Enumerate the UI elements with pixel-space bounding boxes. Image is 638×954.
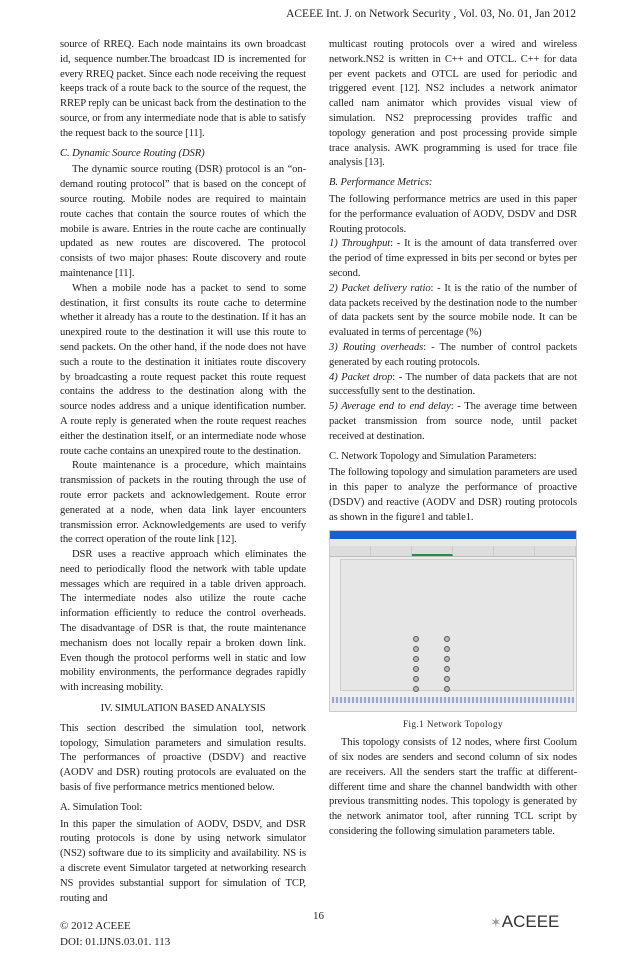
network-node bbox=[444, 666, 450, 672]
network-node bbox=[413, 666, 419, 672]
metric-label: 4) Packet drop bbox=[329, 371, 393, 383]
network-node bbox=[413, 686, 419, 692]
metric-text: : - The average time between packet transmission from source node, until packet received at destination. bbox=[329, 401, 577, 442]
paragraph: multicast routing protocols over a wired and wireless network.NS2 is written in C++ and OTCL. C++ for data per event packets and OTCL are used for periodic and triggered event [12]. NS2 includes a network animator called nam animator which provides visual view of simulation. NS2 preprocessing provides traffic and topology generation and post processing provide simple trace analysis. AWK programming is used for trace file analysis [13]. bbox=[329, 39, 577, 169]
paragraph: DSR uses a reactive approach which eliminates the need to periodically flood the network with table update messages which are required in a table driven approach. The intermediate nodes also utilize the route cache information efficiently to reduce the control overheads. The disadvantage of DSR is that, the route maintenance mechanism does not locally repair a broken down link. Even though the protocol performs well in static and low mobility environments, the performance degrades rapidly with increasing mobility. bbox=[60, 549, 306, 694]
network-node bbox=[444, 636, 450, 642]
paragraph: The following performance metrics are used in this paper for the performance evaluation of AODV, DSDV and DSR Routing protocols. bbox=[329, 193, 577, 235]
nam-controls bbox=[330, 546, 576, 557]
metric-text: : - The number of data packets that are not successfully sent to the destination. bbox=[329, 371, 577, 398]
nam-timeline bbox=[332, 697, 574, 703]
page-number: 16 bbox=[313, 910, 324, 922]
section-heading-topology: C. Network Topology and Simulation Parameters: bbox=[329, 450, 537, 462]
paragraph: The dynamic source routing (DSR) protocol is an “on-demand routing protocol” that is based on the concept of source routing. Mobile nodes are required to maintain route caches that contain the source routes of which the mobile is aware. Entries in the route cache are continually updated as new routes are discovered. The protocol consists of two major phases: Route discovery and route maintenance [11]. bbox=[60, 164, 306, 279]
nam-canvas bbox=[340, 559, 574, 691]
figure-caption: Fig.1 Network Topology bbox=[403, 718, 503, 729]
footer-left bbox=[60, 918, 170, 950]
network-topology-figure bbox=[329, 530, 577, 712]
paragraph: In this paper the simulation of AODV, DSDV, and DSR routing protocols is done by using network simulator (NS2) software due to its simplicity and availability. NS is a discrete event Simulator targeted at networking research NS provides substantial support for simulation of TCP, routing and bbox=[60, 818, 306, 904]
network-node bbox=[444, 646, 450, 652]
network-node bbox=[413, 636, 419, 642]
metric-item bbox=[329, 282, 577, 341]
metric-item bbox=[329, 237, 577, 281]
paragraph: Route maintenance is a procedure, which maintains transmission of packets in the routing through the use of route error packets and acknowledgement. Route error generated at a node, when data link layer encounters transmission error. Acknowledgements are used to verify the correct operation of the route link [12]. bbox=[60, 460, 306, 546]
network-node bbox=[413, 646, 419, 652]
nam-menubar bbox=[330, 539, 576, 546]
paragraph: This topology consists of 12 nodes, where first Coolum of six nodes are senders and second column of six nodes are receivers. All the senders start the traffic at different-different time and share the channel bandwidth with other previous transmitting nodes. This topology is generated by the network animator tool, after running TCL script by considering the following simulation parameters table. bbox=[329, 737, 577, 838]
metric-text: : - It is the ratio of the number of data packets received by the destination node to the number of data packets sent by the source mobile node. It can be evaluated in terms of percentage (%) bbox=[329, 282, 577, 339]
metric-label: 2) Packet delivery ratio bbox=[329, 282, 431, 294]
paragraph: The following topology and simulation parameters are used in this paper to analyze the performance of proactive (DSDV) and reactive (AODV and DSR) routing protocols as shown in the figure1 and table1. bbox=[329, 467, 577, 523]
nam-window-titlebar bbox=[330, 531, 576, 539]
right-column bbox=[329, 38, 577, 840]
star-icon: ✶ bbox=[490, 914, 502, 930]
section-heading-simulation: IV. SIMULATION BASED ANALYSIS bbox=[100, 703, 266, 715]
aceee-logo: ✶ACEEE bbox=[490, 912, 560, 931]
metric-item bbox=[329, 341, 577, 371]
network-node bbox=[413, 676, 419, 682]
network-node bbox=[444, 686, 450, 692]
left-column bbox=[60, 38, 306, 906]
network-node bbox=[413, 656, 419, 662]
section-heading-simulation-tool: A. Simulation Tool: bbox=[60, 801, 143, 813]
metric-item bbox=[329, 400, 577, 444]
metric-label: 1) Throughput bbox=[329, 238, 391, 250]
running-header: ACEEE Int. J. on Network Security , Vol. 03, No. 01, Jan 2012 bbox=[286, 8, 576, 20]
metric-label: 3) Routing overheads bbox=[329, 341, 424, 353]
paragraph: This section described the simulation tool, network topology, Simulation parameters and simulation results. The performances of proactive (DSDV) and reactive (AODV and DSR) routing protocols are evaluated on the basis of five performance metrics mentioned below. bbox=[60, 722, 306, 794]
doi: DOI: 01.IJNS.03.01. 113 bbox=[60, 936, 171, 948]
paragraph: When a mobile node has a packet to send to some destination, it first consults its route cache to determine whether it already has a route to the destination. If it has an unexpired route to the destination it will use this route to send packets. On the other hand, if the node does not have such a route to the destination it initiates route discovery by broadcasting a route request packet this route request contains the address to the destination along with the source nodes address and a unique identification number. A route reply is generated when the route request reaches either the destination itself, or an intermediate node whose route cache contains an unexpired route to the destination. bbox=[60, 282, 306, 457]
metric-text: : - It is the amount of data transferred over the period of time expressed in bits per second or bytes per second. bbox=[329, 238, 578, 279]
metric-text: : - The number of control packets generated by each routing protocols. bbox=[329, 341, 577, 368]
section-heading-dsr: C. Dynamic Source Routing (DSR) bbox=[60, 147, 205, 159]
paragraph: source of RREQ. Each node maintains its own broadcast id, sequence number.The broadcast ID is incremented for every RREQ packet. Since each node receiving the request keeps track of a route back to the source of the request, the RREP reply can be unicast back from the destination to the source, or from any intermediate node that is able to satisfy the request back to the source [11]. bbox=[60, 39, 306, 139]
metric-item bbox=[329, 371, 577, 401]
network-node bbox=[444, 656, 450, 662]
metric-label: 5) Average end to end delay bbox=[329, 401, 451, 413]
copyright: © 2012 ACEEE bbox=[60, 920, 131, 932]
section-heading-metrics: B. Performance Metrics: bbox=[329, 177, 433, 189]
network-node bbox=[444, 676, 450, 682]
